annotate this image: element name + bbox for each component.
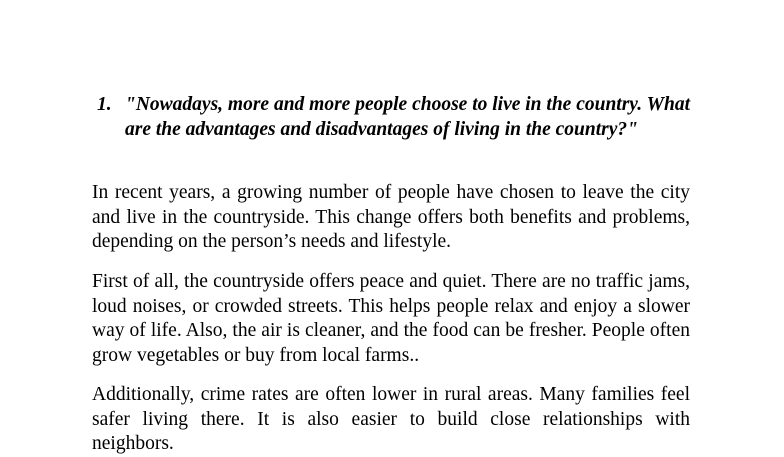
paragraph-crime-rates: Additionally, crime rates are often lower in rural areas. Many families feel safer living there. It is also easier to build close relationships with neighbors. — [92, 384, 690, 454]
question-text: "Nowadays, more and more people choose to live in the country. What are the advantages and disadvantages of living in the country?" — [125, 94, 690, 140]
paragraph-introduction: In recent years, a growing number of people have chosen to leave the city and live in the countryside. This change offers both benefits and problems, depending on the person’s needs and lifestyle. — [92, 182, 690, 252]
paragraph-peace-and-quiet: First of all, the countryside offers peace and quiet. There are no traffic jams, loud noises, or crowded streets. This helps people relax and enjoy a slower way of life. Also, the air is cleaner, and the food can be fresher. People often grow vegetables or buy from local farms.. — [92, 271, 690, 366]
question-number: 1. — [97, 94, 112, 115]
question-heading — [92, 92, 690, 142]
